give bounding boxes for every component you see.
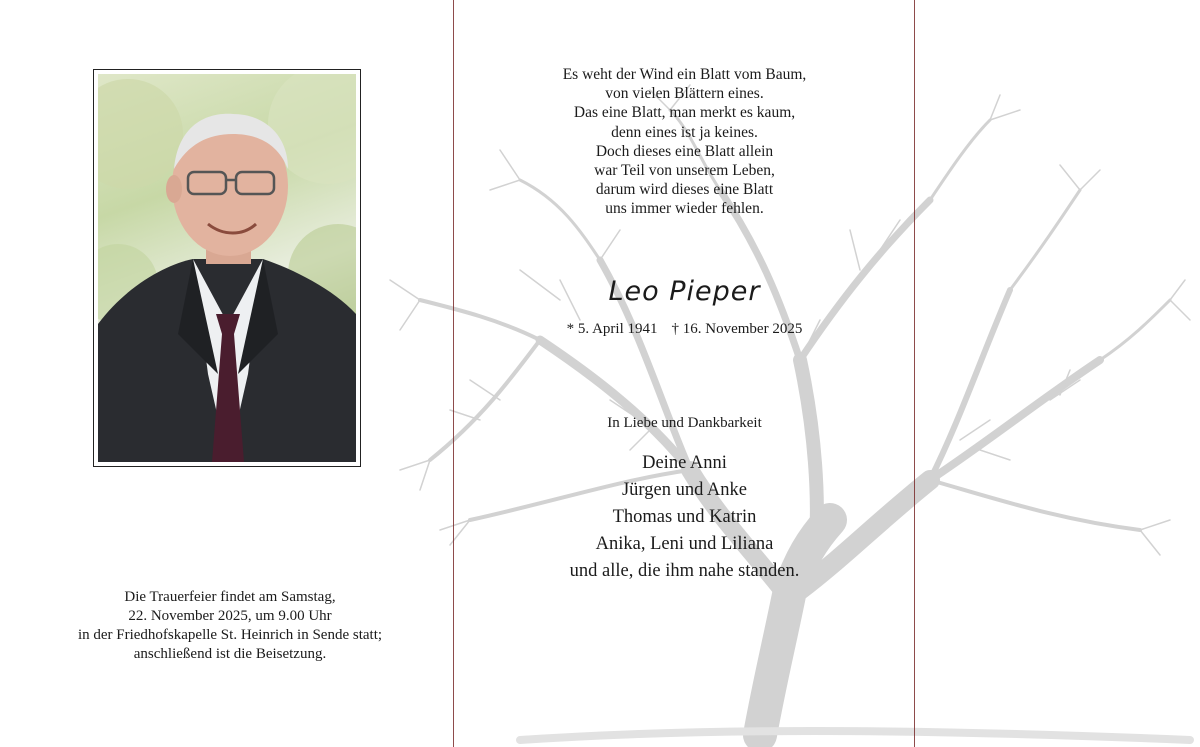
deceased-name: Leo Pieper <box>608 276 761 307</box>
poem-line: von vielen Blättern eines. <box>605 85 764 103</box>
portrait-frame <box>93 69 361 467</box>
thanks-line: In Liebe und Dankbarkeit <box>607 415 762 431</box>
birth-date: * 5. April 1941 <box>566 321 658 337</box>
service-notice <box>30 588 430 664</box>
portrait-illustration <box>98 74 356 462</box>
poem-line: Es weht der Wind ein Blatt vom Baum, <box>562 66 807 83</box>
poem-line: Doch dieses eine Blatt allein <box>595 142 774 160</box>
mourner-line: Jürgen und Anke <box>621 480 748 500</box>
left-fold-line <box>453 0 454 747</box>
mourner-line: Deine Anni <box>642 453 727 473</box>
life-dates <box>455 321 914 338</box>
service-line: Die Trauerfeier findet am Samstag, <box>124 589 336 605</box>
poem-line: darum wird dieses eine Blatt <box>595 181 774 199</box>
poem <box>455 65 914 219</box>
portrait-photo <box>98 74 356 462</box>
death-date: † 16. November 2025 <box>671 321 803 337</box>
mourners-list <box>455 450 914 585</box>
mourner-line: Anika, Leni und Liliana <box>595 534 774 554</box>
poem-line: war Teil von unserem Leben, <box>594 162 775 180</box>
service-line: anschließend ist die Beisetzung. <box>133 646 327 662</box>
poem-line: Das eine Blatt, man merkt es kaum, <box>573 104 796 122</box>
mourner-line: Thomas und Katrin <box>612 507 757 527</box>
poem-line: denn eines ist ja keines. <box>611 123 758 141</box>
service-line: 22. November 2025, um 9.00 Uhr <box>128 608 332 624</box>
right-fold-line <box>914 0 915 747</box>
poem-line: uns immer wieder fehlen. <box>605 200 764 218</box>
mourner-line: und alle, die ihm nahe standen. <box>569 561 800 581</box>
service-line: in der Friedhofskapelle St. Heinrich in Sende statt; <box>77 627 383 643</box>
